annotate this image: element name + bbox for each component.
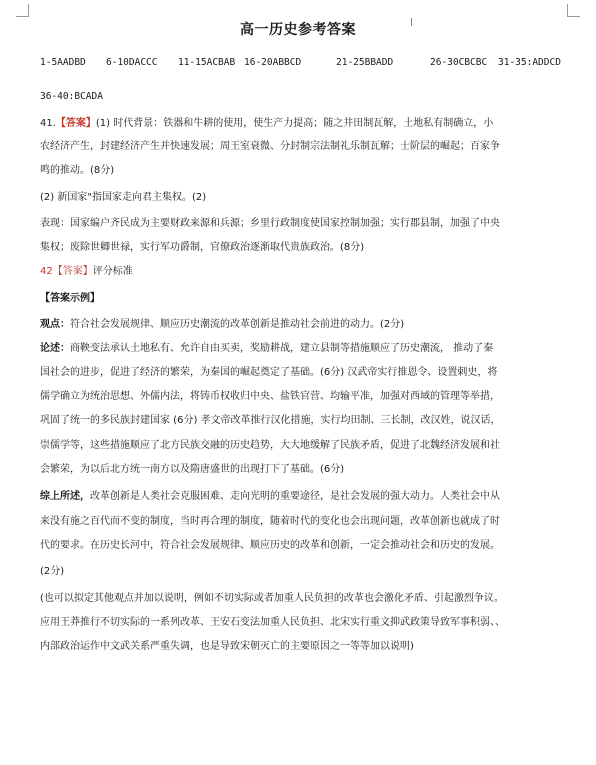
q42-argument-line-6: 会繁荣，为以后北方统一南方以及隋唐盛世的出现打下了基础。(6分) [40, 464, 345, 475]
argument-text: 商鞅变法承认土地私有、允许自由买卖，奖励耕战，建立县制等措施顺应了历史潮流， 推动了秦 [70, 343, 494, 354]
q42-scoring-label: 评分标准 [92, 266, 133, 277]
q41-line-5: 表现：国家编户齐民成为主要财政来源和兵源；乡里行政制度使国家控制加强；实行郡县制，加强了中央 [40, 218, 500, 229]
q42-argument-line-1 [40, 342, 493, 356]
q42-heading [40, 265, 133, 279]
summary-label: 综上所述， [40, 491, 90, 502]
mc-answers-11-15: 11-15ACBAB [178, 57, 236, 68]
q42-argument-line-4: 巩固了统一的多民族封建国家 (6分) 孝文帝改革推行汉化措施，实行均田制、三长制，改汉姓，说汉话， [40, 415, 501, 426]
q41-line-4: (2) 新国家"指国家走向君主集权。(2) [40, 192, 207, 203]
q41-answer-tag: 【答案】 [55, 118, 96, 129]
q42-summary-line-2: 来没有施之百代而不变的制度，当时再合理的制度，随着时代的变化也会出现问题，改革创新也就成了时 [40, 516, 500, 527]
page-corner-mark [567, 4, 580, 17]
q42-note-line-2: 应用王莽推行不切实际的一系列改革、王安石变法加重人民负担、北宋实行重文抑武政策导致军事积弱、、 [40, 617, 505, 628]
q42-argument-line-5: 崇儒学等，这些措施顺应了北方民族交融的历史趋势，大大地缓解了民族矛盾，促进了北魏经济发展和社 [40, 440, 500, 451]
mc-answers-16-20: 16-20ABBCD [244, 57, 302, 68]
document-title: 高一历史参考答案 [240, 22, 356, 38]
mc-answers-6-10: 6-10DACCC [106, 57, 158, 68]
q42-note-line-1: (也可以拟定其他观点并加以说明，例如不切实际或者加重人民负担的改革也会激化矛盾、引起激烈争议。 [40, 593, 504, 604]
q41-number: 41. [40, 118, 56, 129]
q42-argument-line-3: 儒学确立为统治思想、外儒内法，将铸币权收归中央、盐铁官营、均输平准，加强对西域的管理等举措， [40, 391, 500, 402]
q42-summary-score: (2分) [40, 566, 65, 577]
q42-number: 42 [40, 266, 53, 277]
mc-answers-26-30: 26-30CBCBC [430, 57, 488, 68]
viewpoint-label: 观点： [40, 319, 70, 330]
mc-answers-31-35: 31-35:ADDCD [498, 57, 561, 68]
q42-summary-line-3: 代的要求。在历史长河中，符合社会发展规律、顺应历史的改革和创新，一定会推动社会和历史的发展。 [40, 540, 500, 551]
q41-line-1 [40, 117, 493, 131]
argument-label: 论述： [40, 343, 70, 354]
q42-answer-tag: 【答案】 [52, 266, 93, 277]
q41-line-6: 集权；废除世卿世禄，实行军功爵制，官僚政治逐渐取代贵族政治。(8分) [40, 242, 365, 253]
q42-note-line-3: 内部政治运作中文武关系严重失调，也是导致宋朝灭亡的主要原因之一等等加以说明) [40, 641, 414, 652]
page-corner-mark [16, 4, 29, 17]
q41-line-3: 鸣的推动。(8分) [40, 165, 115, 176]
mc-answers-36-40: 36-40:BCADA [40, 91, 103, 102]
q42-viewpoint [40, 318, 404, 332]
q41-text: (1) 时代背景：铁器和牛耕的使用，使生产力提高；随之井田制瓦解，土地私有制确立，小 [95, 118, 494, 129]
mc-answers-1-5: 1-5AADBD [40, 57, 86, 68]
q42-summary-line-1 [40, 490, 500, 504]
mc-answers-21-25: 21-25BBADD [336, 57, 394, 68]
q42-argument-line-2: 国社会的进步，促进了经济的繁荣，为秦国的崛起奠定了基础。(6分) 汉武帝实行推恩令、设置刺史，将 [40, 367, 498, 378]
summary-text: 改革创新是人类社会克服困难、走向光明的重要途径，是社会发展的强大动力。人类社会中从 [90, 491, 500, 502]
q42-example-label: 【答案示例】 [40, 293, 100, 304]
q41-line-2: 农经济产生，封建经济产生并快速发展；周王室衰微、分封制宗法制礼乐制瓦解；士阶层的崛起；百家争 [40, 141, 500, 152]
viewpoint-text: 符合社会发展规律、顺应历史潮流的改革创新是推动社会前进的动力。(2分) [70, 319, 405, 330]
